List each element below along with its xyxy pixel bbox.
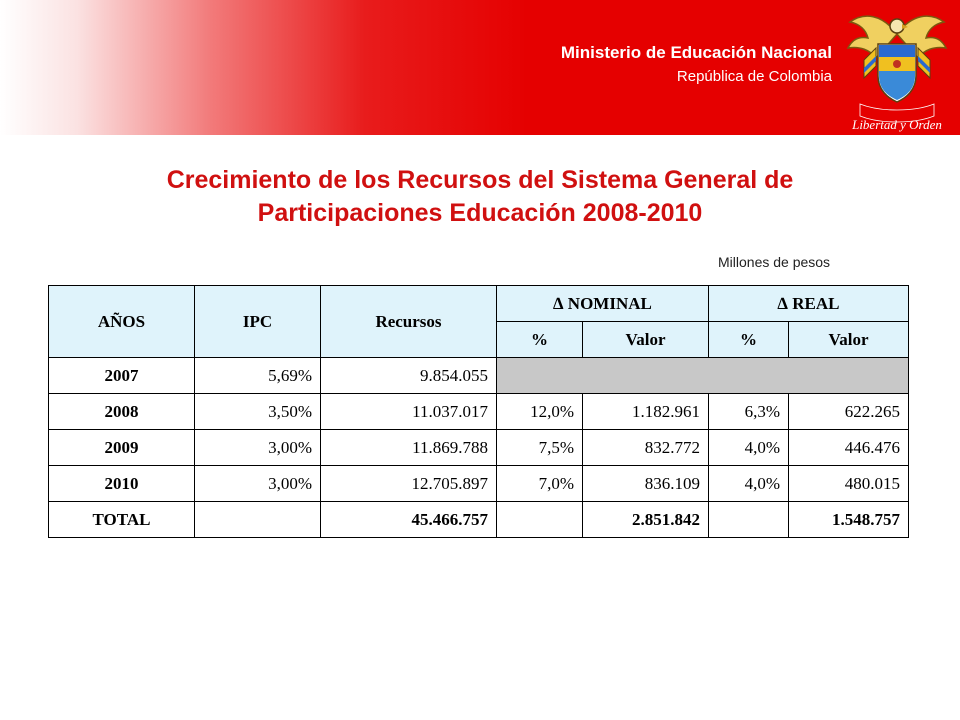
- cell-year: 2007: [49, 358, 195, 394]
- cell-total-label: TOTAL: [49, 502, 195, 538]
- header-nominal-value: Valor: [583, 322, 709, 358]
- cell-ipc: 3,00%: [195, 430, 321, 466]
- cell-total-nominal-value: 2.851.842: [583, 502, 709, 538]
- cell-resources: 11.037.017: [321, 394, 497, 430]
- table-row-2007: [49, 358, 909, 394]
- cell-year: 2008: [49, 394, 195, 430]
- cell-year: 2010: [49, 466, 195, 502]
- cell-real-pct: 4,0%: [709, 430, 789, 466]
- motto-text: Libertad y Orden: [852, 117, 942, 132]
- title-line-2: Participaciones Educación 2008-2010: [257, 199, 703, 227]
- ministry-name: Ministerio de Educación Nacional: [560, 43, 832, 62]
- cell-nominal-pct: 7,5%: [497, 430, 583, 466]
- title-line-1: Crecimiento de los Recursos del Sistema General de: [166, 166, 794, 194]
- cell-resources: 12.705.897: [321, 466, 497, 502]
- resources-table: [48, 285, 909, 538]
- cell-nominal-pct: 7,0%: [497, 466, 583, 502]
- cell-real-value: 622.265: [789, 394, 909, 430]
- header-banner: [0, 0, 960, 135]
- cell-nominal-value: 1.182.961: [583, 394, 709, 430]
- table-row-2009: [49, 430, 909, 466]
- cell-resources: 11.869.788: [321, 430, 497, 466]
- header-nominal-pct: %: [497, 322, 583, 358]
- header-ipc: IPC: [195, 286, 321, 358]
- cell-empty: [195, 502, 321, 538]
- cell-empty: [497, 502, 583, 538]
- header-nominal: ∆ NOMINAL: [497, 286, 709, 322]
- cell-ipc: 3,00%: [195, 466, 321, 502]
- coat-of-arms-icon: [842, 4, 952, 132]
- cell-resources: 9.854.055: [321, 358, 497, 394]
- cell-year: 2009: [49, 430, 195, 466]
- cell-total-resources: 45.466.757: [321, 502, 497, 538]
- cell-real-pct: 6,3%: [709, 394, 789, 430]
- cell-nominal-pct: 12,0%: [497, 394, 583, 430]
- ministry-block: [561, 43, 832, 87]
- header-resources: Recursos: [321, 286, 497, 358]
- cell-empty-variation: [497, 358, 909, 394]
- cell-total-real-value: 1.548.757: [789, 502, 909, 538]
- table-row-total: [49, 502, 909, 538]
- cell-empty: [709, 502, 789, 538]
- country-name: República de Colombia: [676, 68, 832, 85]
- cell-ipc: 5,69%: [195, 358, 321, 394]
- page-title: [80, 164, 880, 230]
- table-row-2008: [49, 394, 909, 430]
- cell-nominal-value: 832.772: [583, 430, 709, 466]
- header-real-pct: %: [709, 322, 789, 358]
- header-years: AÑOS: [49, 286, 195, 358]
- cell-real-value: 480.015: [789, 466, 909, 502]
- cell-ipc: 3,50%: [195, 394, 321, 430]
- header-real-value: Valor: [789, 322, 909, 358]
- cell-real-pct: 4,0%: [709, 466, 789, 502]
- table-row-2010: [49, 466, 909, 502]
- units-label: Millones de pesos: [718, 254, 831, 270]
- cell-nominal-value: 836.109: [583, 466, 709, 502]
- cell-real-value: 446.476: [789, 430, 909, 466]
- header-real: ∆ REAL: [709, 286, 909, 322]
